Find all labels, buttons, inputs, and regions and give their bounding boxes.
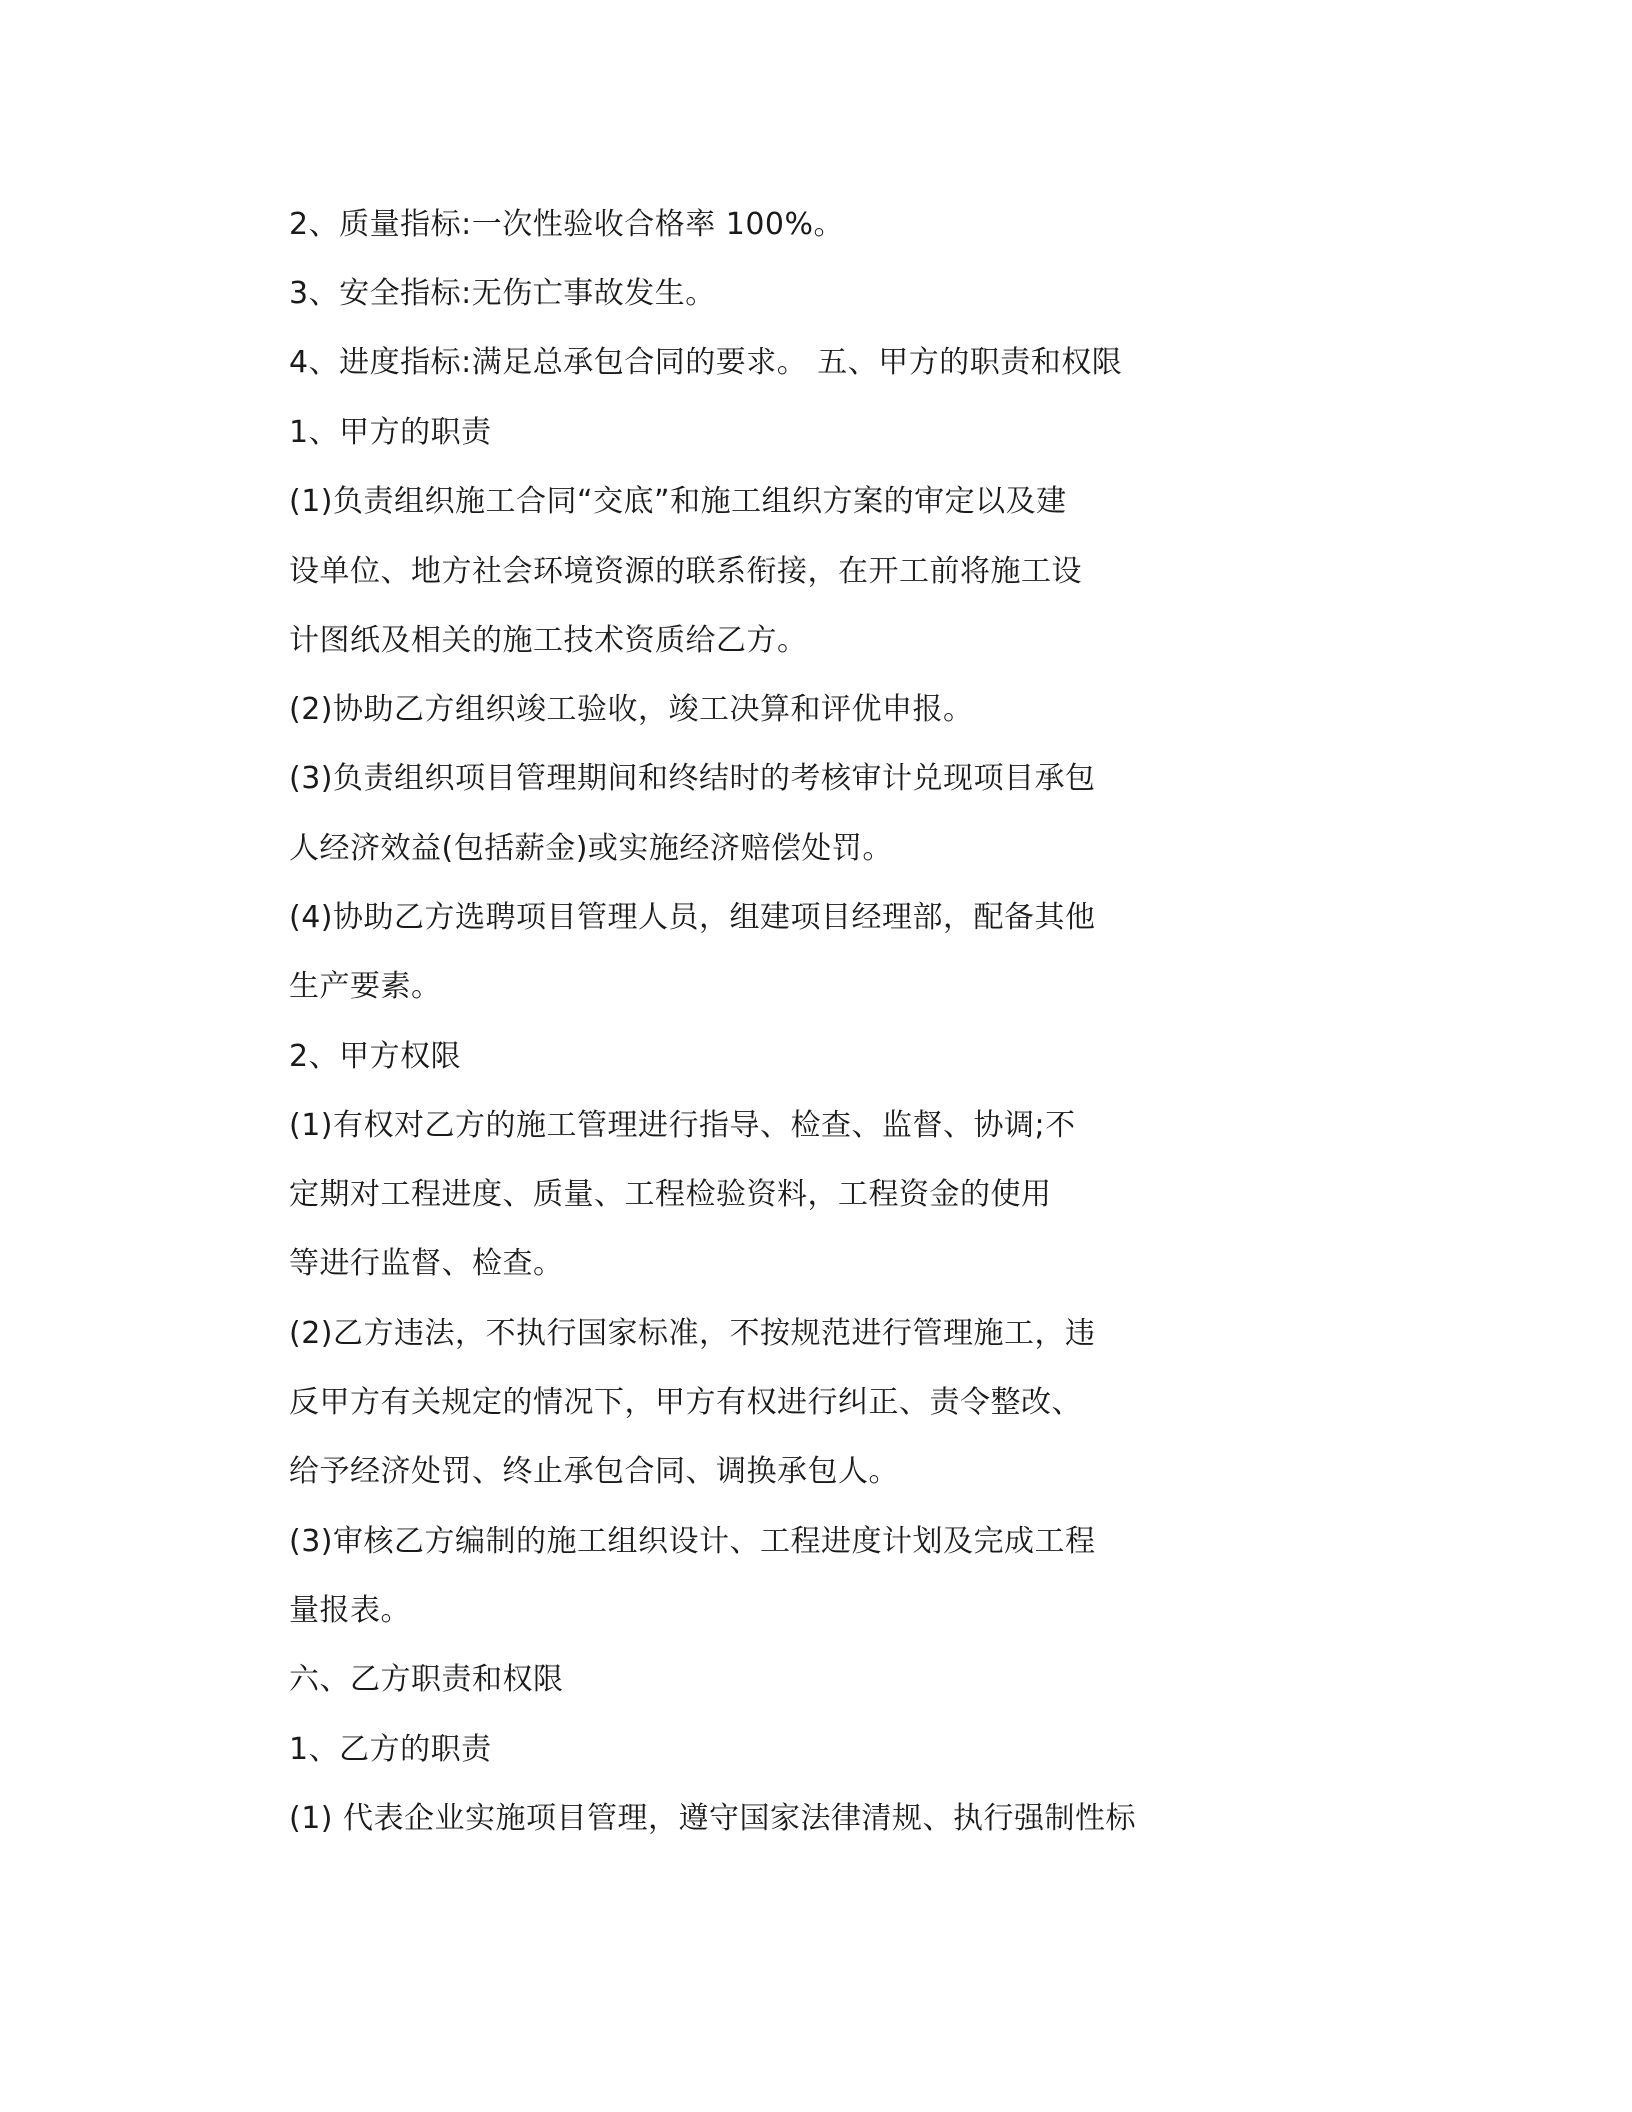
text-line: 给予经济处罚、终止承包合同、调换承包人。 [289,1454,899,1489]
text-line: (2)乙方违法，不执行国家标准，不按规范进行管理施工，违 [289,1316,1096,1351]
text-line: 1、乙方的职责 [289,1732,492,1767]
text-line: (2)协助乙方组织竣工验收，竣工决算和评优申报。 [289,692,974,727]
text-line: (3)负责组织项目管理期间和终结时的考核审计兑现项目承包 [289,761,1096,796]
text-line: 等进行监督、检查。 [289,1246,564,1281]
text-line: 1、甲方的职责 [289,415,492,450]
text-line: 设单位、地方社会环境资源的联系衔接，在开工前将施工设 [289,554,1082,589]
text-line: 定期对工程进度、质量、工程检验资料，工程资金的使用 [289,1177,1052,1212]
text-line: 六、乙方职责和权限 [289,1662,564,1697]
text-line: (1)负责组织施工合同“交底”和施工组织方案的审定以及建 [289,484,1067,519]
text-line: 反甲方有关规定的情况下，甲方有权进行纠正、责令整改、 [289,1385,1082,1420]
text-line: (1)有权对乙方的施工管理进行指导、检查、监督、协调;不 [289,1108,1076,1143]
text-line: 人经济效益(包括薪金)或实施经济赔偿处罚。 [289,831,893,866]
text-line: 4、进度指标:满足总承包合同的要求。 五、甲方的职责和权限 [289,345,1123,380]
text-line: 生产要素。 [289,969,442,1004]
text-line: 2、甲方权限 [289,1039,462,1074]
text-line: (1) 代表企业实施项目管理，遵守国家法律清规、执行强制性标 [289,1801,1137,1836]
text-line: (4)协助乙方选聘项目管理人员，组建项目经理部，配备其他 [289,900,1096,935]
text-line: (3)审核乙方编制的施工组织设计、工程进度计划及完成工程 [289,1524,1096,1559]
text-line: 3、安全指标:无伤亡事故发生。 [289,276,716,311]
text-line: 计图纸及相关的施工技术资质给乙方。 [289,623,808,658]
text-line: 量报表。 [289,1593,411,1628]
text-line: 2、质量指标:一次性验收合格率 100%。 [289,207,844,242]
